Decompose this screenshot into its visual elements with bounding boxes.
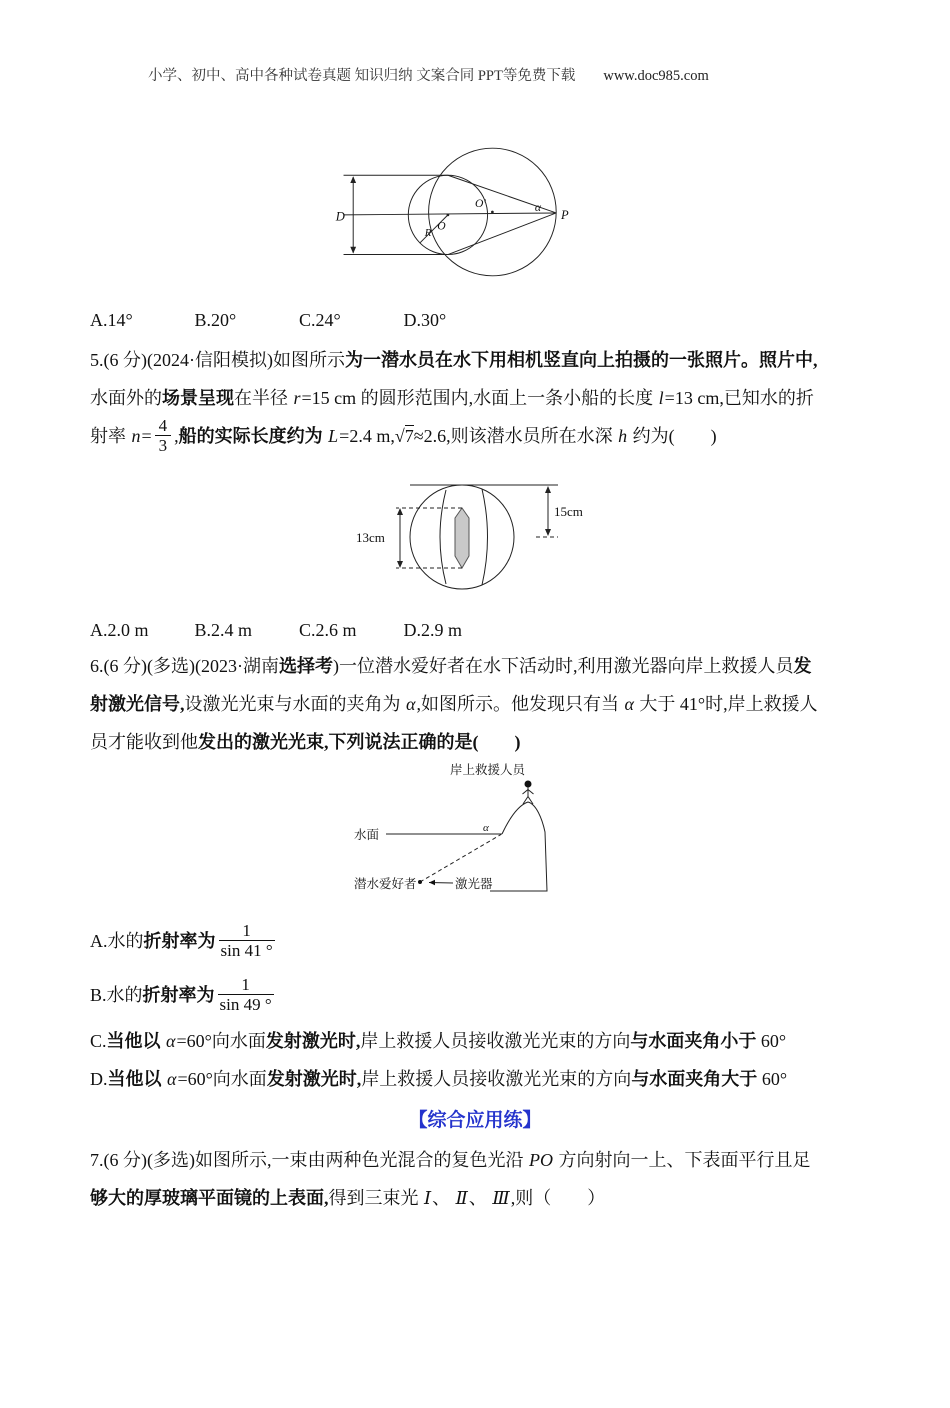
q7-line-1: 7.(6 分)(多选)如图所示,一束由两种色光混合的复色光沿 PO 方向射向一上、下表面平行且足 (90, 1149, 811, 1170)
label-diver: 潜水爱好者 (354, 876, 417, 891)
q7-line-2: 够大的厚玻璃平面镜的上表面,得到三束光 Ⅰ、 Ⅱ、 Ⅲ,则（ ） (90, 1187, 606, 1208)
q5-options-row (90, 617, 950, 643)
worksheet-page (0, 64, 950, 1217)
q4-option-a: A.14° (90, 310, 133, 330)
q6-option-b: B.水的折射率为 $\frac{1}{\sin 49 ^\circ}$ (90, 974, 272, 1015)
q6-option-d: D.当他以 α=60°向水面发射激光时,岸上救援人员接收激光光束的方向与水面夹角大于 60° (90, 1068, 788, 1089)
label-15cm: 15cm (554, 503, 583, 519)
q5-line-1: 5.(6 分)(2024·信阳模拟)如图所示为一潜水员在水下用相机竖直向上拍摄的一张照片。照片中, (90, 350, 818, 370)
label-alpha-angle: α (483, 821, 489, 834)
header-link[interactable]: www.doc985.com (603, 68, 709, 84)
section-title: 【综合应用练】 (408, 1109, 542, 1131)
laser-point (418, 880, 422, 884)
figure-sphere-optics (0, 133, 950, 291)
sphere-diagram-shapes (344, 148, 557, 276)
figure-photo-circle (0, 472, 950, 607)
question-5 (90, 341, 864, 458)
label-water-surface: 水面 (354, 827, 380, 842)
q4-option-d: D.30° (403, 310, 447, 330)
page-header (148, 64, 950, 85)
q5-line-2: 水面外的场景呈现在半径 r=15 cm 的圆形范围内,水面上一条小船的长度 l=13 cm,已知水的折 (90, 388, 814, 408)
q4-option-c: C.24° (299, 310, 341, 330)
label-13cm: 13cm (356, 529, 385, 545)
label-alpha: α (534, 201, 542, 215)
q6-option-c: C.当他以 α=60°向水面发射激光时,岸上救援人员接收激光光束的方向与水面夹角小于 60° (90, 1030, 787, 1051)
shore-laser-marks (418, 780, 532, 885)
sphere-diagram (330, 133, 620, 291)
photo-circle-arrowheads (397, 486, 551, 568)
label-O-prime: O′ (475, 197, 486, 211)
q6-option-a: A.水的折射率为 $\frac{1}{\sin 41 ^\circ}$ (90, 920, 273, 961)
q5-option-d: D.2.9 m (403, 619, 462, 640)
q4-options-row (90, 307, 950, 333)
q6-line-1: 6.(6 分)(多选)(2023·湖南选择考)一位潜水爱好者在水下活动时,利用激光器向岸上救援人员发 (90, 655, 812, 676)
q5-option-b: B.2.4 m (194, 619, 253, 640)
header-text: 小学、初中、高中各种试卷真题 知识归纳 文案合同 PPT等免费下载 (148, 68, 576, 84)
shore-laser-shapes (386, 787, 547, 891)
q6-line-3: 员才能收到他发出的激光光束,下列说法正确的是( ) (90, 731, 521, 752)
figure-shore-laser (0, 763, 950, 913)
label-rescuer: 岸上救援人员 (450, 762, 526, 777)
q5-line-3: 射率 n= $\frac{4}{3}$ ,船的实际长度约为 L=2.4 m,√7≈2.6,则该潜水员所在水深 h 约为( ) (90, 415, 717, 456)
q6-line-2: 射激光信号,设激光光束与水面的夹角为 α,如图所示。他发现只有当 α 大于 41°时,岸上救援人 (90, 693, 818, 714)
q5-option-c: C.2.6 m (299, 619, 357, 640)
label-laser: 激光器 (455, 876, 493, 891)
label-P: P (561, 207, 569, 222)
q4-option-b: B.20° (194, 310, 237, 330)
q5-option-a: A.2.0 m (90, 619, 149, 640)
label-R: R (424, 228, 432, 240)
shore-laser-diagram (350, 763, 600, 913)
rescuer-person-head (525, 780, 532, 787)
photo-circle-diagram (350, 472, 600, 607)
question-7 (90, 1141, 864, 1217)
label-O: O (437, 219, 446, 233)
question-6 (90, 647, 864, 761)
label-D: D (335, 209, 345, 224)
photo-circle-shapes (396, 485, 558, 589)
